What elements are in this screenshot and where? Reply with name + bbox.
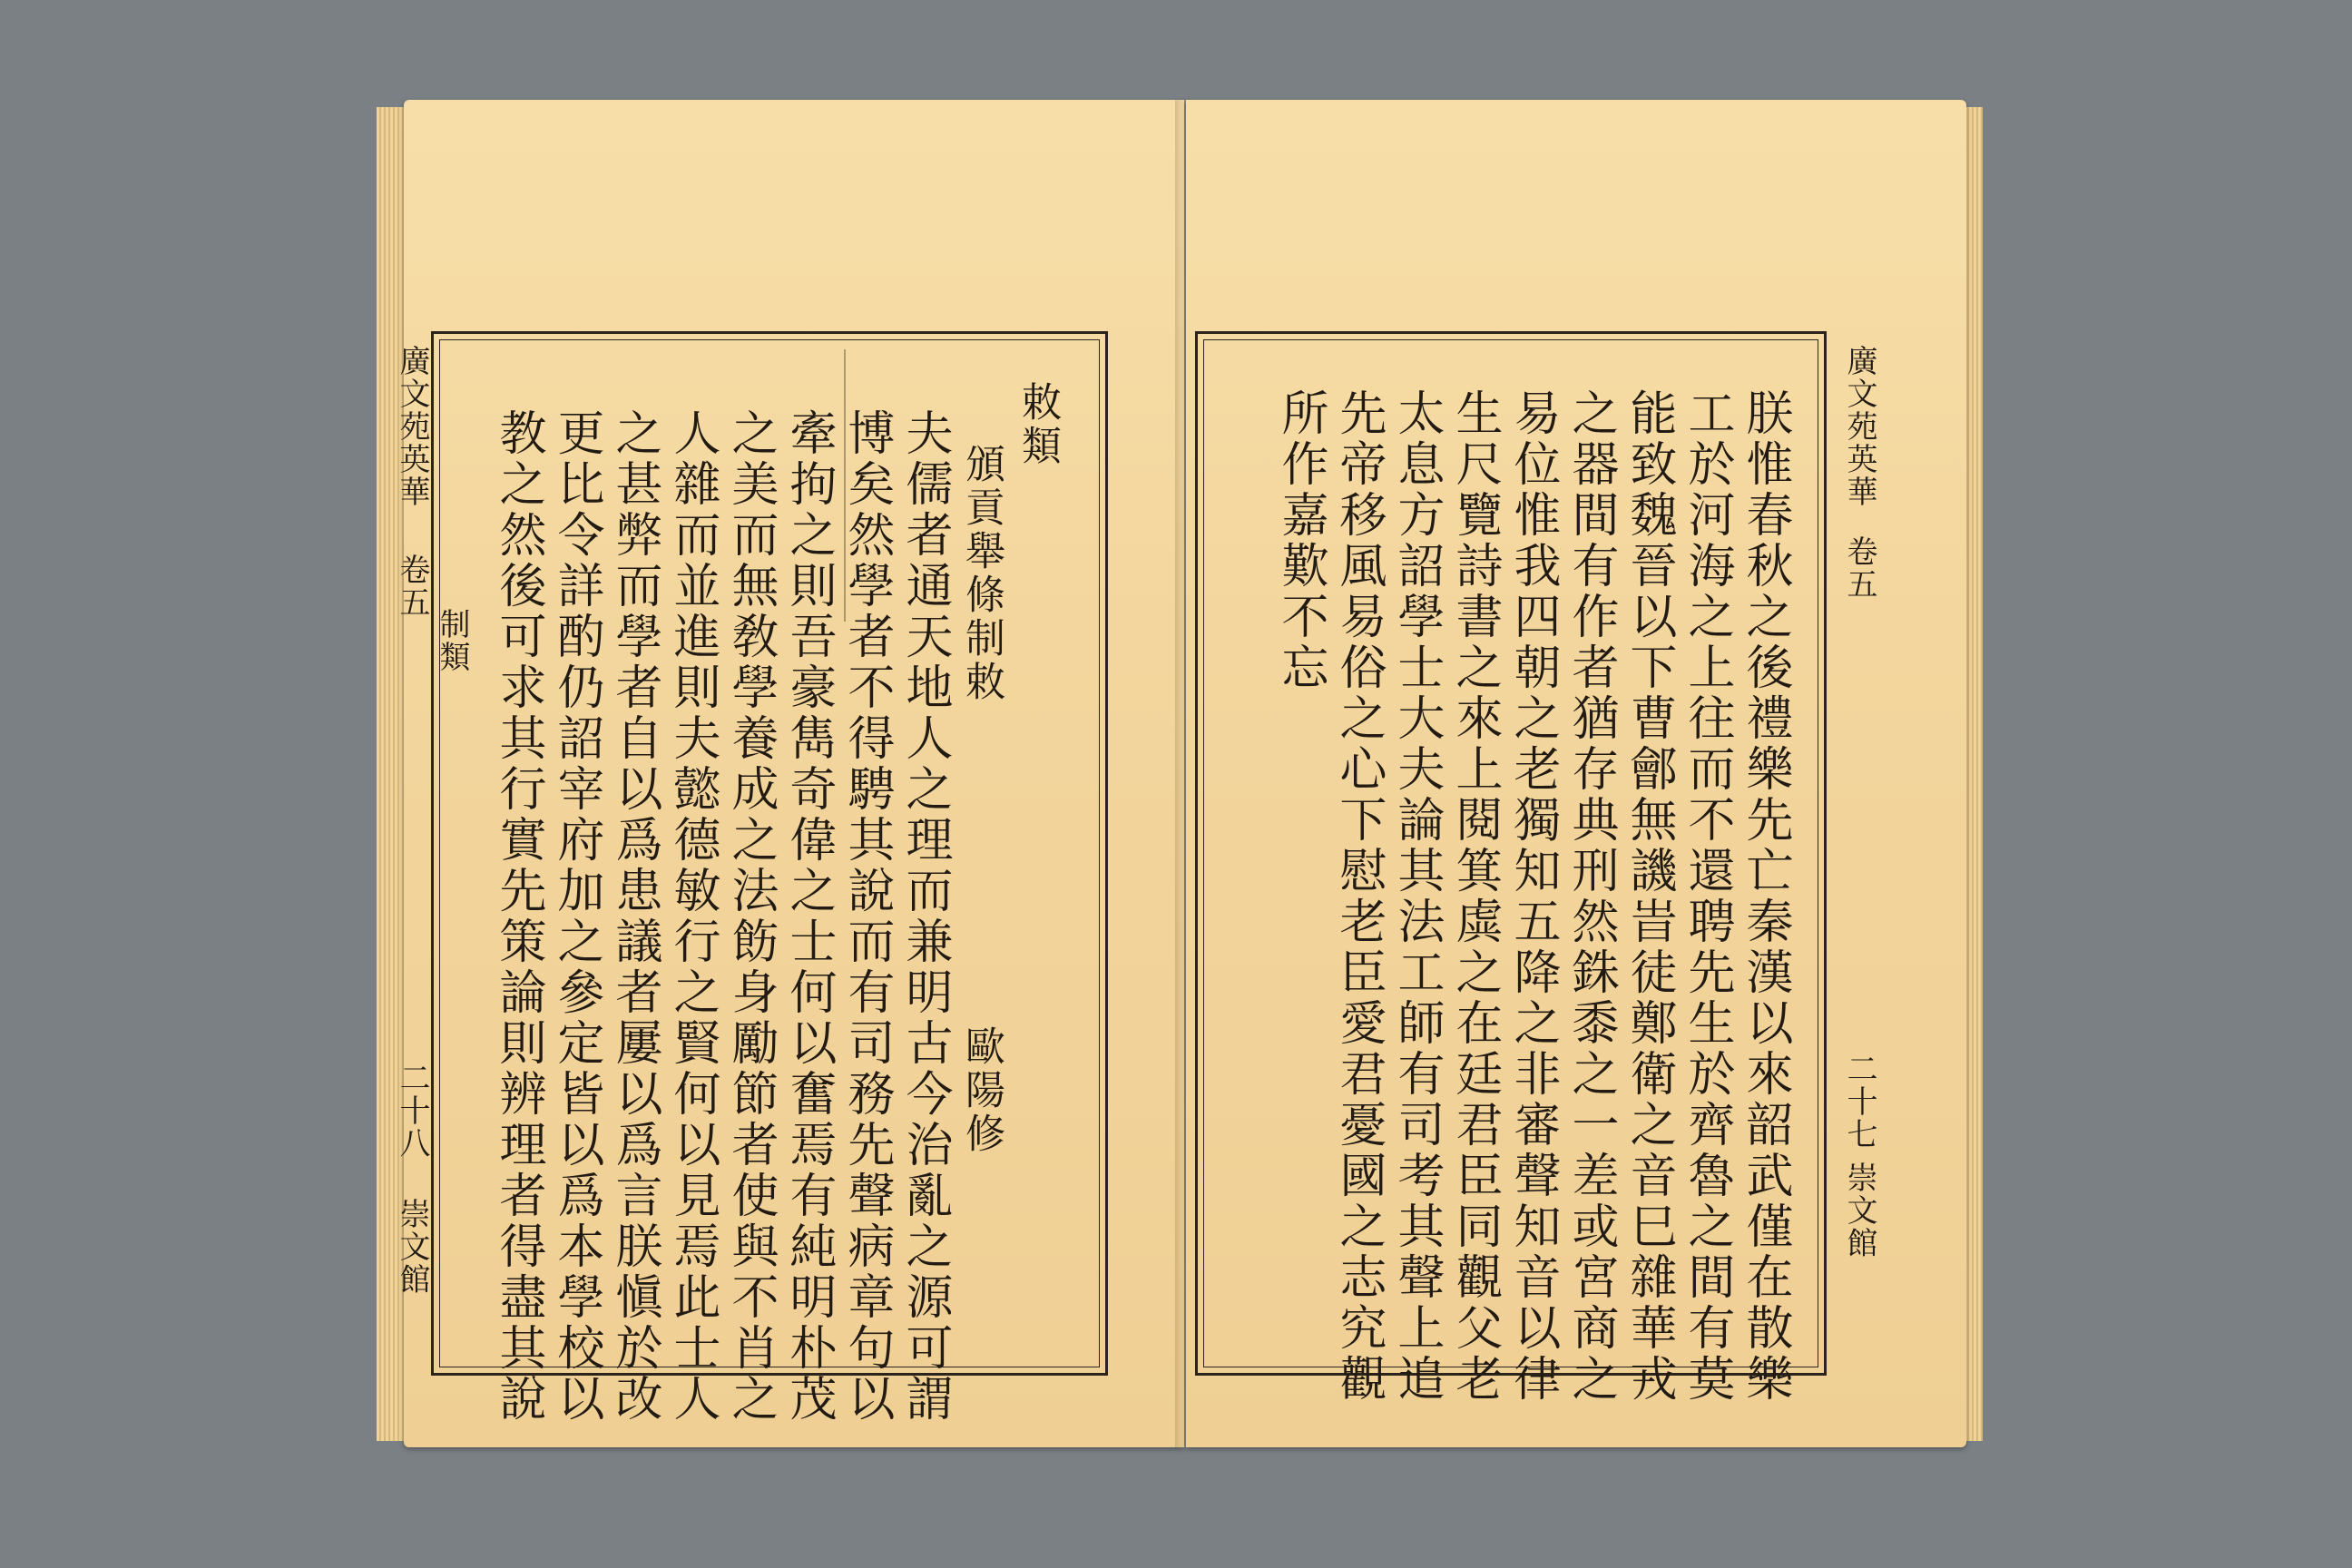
left-margin-folio: 二十八: [394, 1062, 430, 1160]
text-column-1: 朕惟春秋之後禮樂先亡秦漢以來韶武僅在散樂: [1738, 388, 1792, 1405]
text-column-5: 易位惟我四朝之老獨知五降之非審聲知音以律: [1505, 388, 1560, 1405]
category-heading: 敕類: [1014, 381, 1061, 468]
text-column-2: 博矣然學者不得騁其說而有司務先聲病章句以: [839, 408, 894, 1425]
left-margin-volume: 卷五: [394, 554, 430, 619]
left-margin-category: 制類: [434, 608, 470, 673]
text-column-7: 太息方詔學士大夫論其法工師有司考其聲上追: [1389, 388, 1444, 1405]
text-column-4: 之美而無敎學養成之法飭身勵節者使與不肖之: [723, 408, 778, 1425]
text-column-5: 人雜而並進則夫懿德敏行之賢何以見焉此士人: [665, 408, 720, 1425]
right-margin-title: 廣文苑英華: [1841, 345, 1877, 508]
left-page: [394, 100, 1184, 1447]
document-author: 歐陽修: [958, 1025, 1004, 1156]
right-margin-folio: 二十七: [1841, 1053, 1877, 1151]
text-column-4: 之器間有作者猶存典刑然銖黍之一差或宮商之: [1563, 388, 1618, 1405]
right-margin-volume: 卷五: [1841, 535, 1877, 601]
right-page: [1186, 100, 1966, 1447]
text-column-6: 之甚弊而學者自以爲患議者屢以爲言朕愼於改: [607, 408, 662, 1425]
left-margin-title: 廣文苑英華: [394, 345, 430, 508]
document-title: 頒貢舉條制敕: [958, 443, 1004, 704]
text-column-8: 教之然後可求其行實先策論則辨理者得盡其說: [491, 408, 545, 1425]
text-column-8: 先帝移風易俗之心下慰老臣愛君憂國之志究觀: [1331, 388, 1386, 1405]
open-book: [377, 91, 1983, 1475]
right-margin-publisher: 崇文館: [1841, 1161, 1877, 1259]
text-column-1: 夫儒者通天地人之理而兼明古今治亂之源可謂: [897, 408, 952, 1425]
text-column-3: 牽拘之則吾豪雋奇偉之士何以奮焉有純明朴茂: [781, 408, 836, 1425]
text-column-2: 工於河海之上往而不還聘先生於齊魯之間有莫: [1680, 388, 1734, 1405]
text-column-6: 生尺覽詩書之來上閱箕虡之在廷君臣同觀父老: [1447, 388, 1502, 1405]
text-column-9: 所作嘉歎不忘: [1273, 388, 1328, 693]
text-column-7: 更比令詳酌仍詔宰府加之參定皆以爲本學校以: [549, 408, 603, 1425]
text-column-3: 能致魏晉以下曹鄶無譏旹徒鄭衛之音巳雜華戎: [1622, 388, 1676, 1405]
left-margin-publisher: 崇文館: [394, 1198, 430, 1296]
